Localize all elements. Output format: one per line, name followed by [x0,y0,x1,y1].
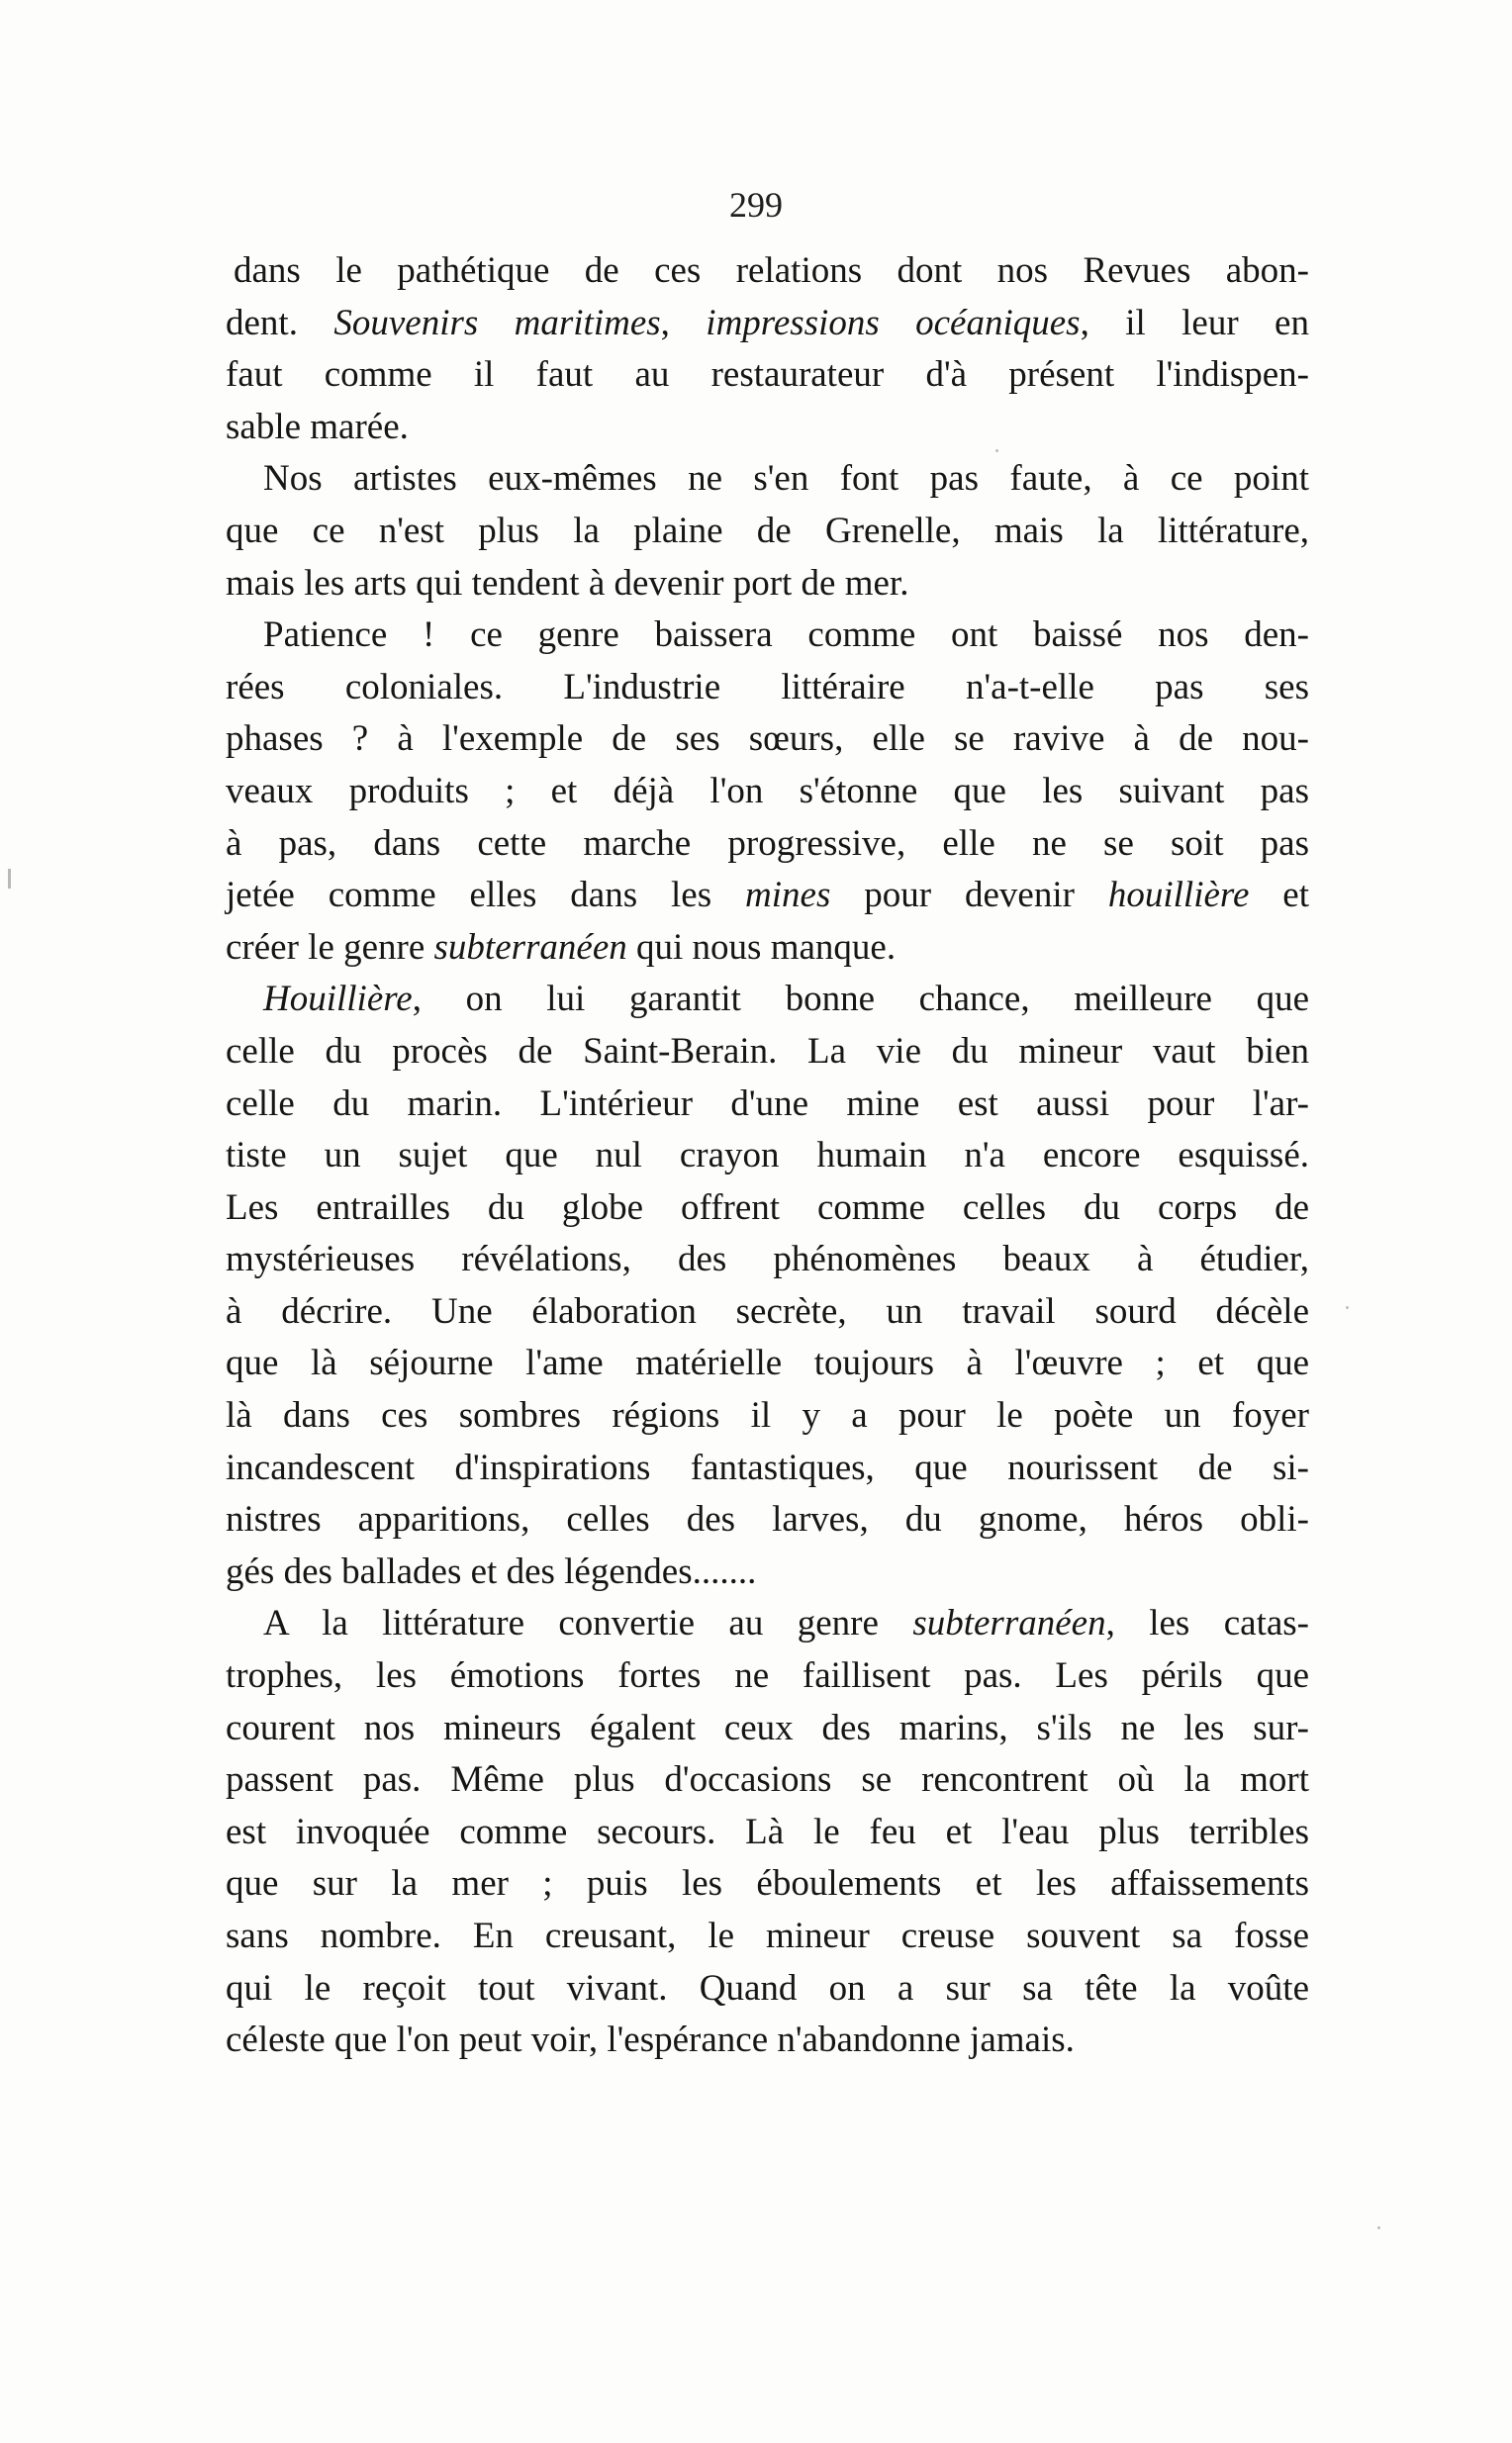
text-line [226,713,1309,766]
italic-text: subterranéen [912,1603,1106,1644]
text-line [226,1390,1309,1443]
text-segment: nistres apparitions, celles des larves, du gnome, héros obli- [226,1499,1309,1541]
text-line [226,1338,1309,1390]
text-line [226,1026,1309,1079]
text-segment: Nos artistes eux-mêmes ne s'en font pas faute, à ce point [263,458,1309,500]
text-line [226,1807,1309,1859]
text-segment: dans le pathétique de ces relations dont nos Revues abon- [234,250,1309,291]
text-segment: sable marée. [226,406,409,447]
text-line [226,298,1309,350]
text-segment: que ce n'est plus la plaine de Grenelle, mais la littérature, [226,510,1309,551]
text-line [226,870,1309,922]
text-line [226,1754,1309,1807]
text-line [226,1443,1309,1495]
text-line [226,1234,1309,1286]
page-number: 299 [729,185,783,225]
text-segment: celle du marin. L'intérieur d'une mine est aussi pour l'ar- [226,1082,1309,1124]
text-segment: qui nous manque. [626,926,897,968]
text-line [226,1703,1309,1755]
text-line [226,818,1309,871]
text-segment: céleste que l'on peut voir, l'espérance n'abandonne jamais. [226,2020,1075,2061]
text-segment: A la littérature convertie au genre [263,1603,913,1644]
text-segment: que là séjourne l'ame matérielle toujours à l'œuvre ; et que [226,1343,1309,1384]
italic-text: subterranéen [433,926,627,968]
text-line [226,1598,1309,1650]
text-segment: à pas, dans cette marche progressive, elle ne se soit pas [226,822,1309,864]
text-segment: créer le genre [226,926,434,968]
text-segment: celle du procès de Saint-Berain. La vie du mineur vaut bien [226,1030,1309,1072]
paper-speck [1346,1306,1349,1309]
text-segment: pour devenir [830,875,1108,916]
text-line [226,662,1309,714]
text-line [226,1547,1309,1599]
text-line [226,453,1309,506]
text-line [226,1858,1309,1911]
italic-text: mines [745,875,831,916]
text-segment: à décrire. Une élaboration secrète, un travail sourd décèle [226,1290,1309,1332]
italic-text: houillière [1107,875,1250,916]
text-segment: incandescent d'inspirations fantastiques, que nourissent de si- [226,1447,1309,1488]
italic-text: impressions océaniques [706,302,1081,343]
text-segment: et [1249,875,1309,916]
text-line [226,610,1309,662]
text-segment: mystérieuses révélations, des phénomènes beaux à étudier, [226,1239,1309,1280]
text-line [226,349,1309,402]
text-segment: Patience ! ce genre baissera comme ont baissé nos den- [263,614,1309,656]
text-segment: veaux produits ; et déjà l'on s'étonne que les suivant pas [226,770,1309,811]
text-line [226,245,1309,298]
text-segment: phases ? à l'exemple de ses sœurs, elle se ravive à de nou- [226,718,1309,760]
text-segment: gés des ballades et des légendes....... [226,1550,757,1592]
paper-speck [995,449,998,452]
italic-text: Souvenirs maritimes [333,302,661,343]
text-segment: rées coloniales. L'industrie littéraire n'a-t-elle pas ses [226,666,1309,707]
text-segment: passent pas. Même plus d'occasions se rencontrent où la mort [226,1759,1309,1801]
text-segment: mais les arts qui tendent à devenir port de mer. [226,562,909,604]
text-segment: jetée comme elles dans les [226,875,746,916]
text-segment: là dans ces sombres régions il y a pour le poète un foyer [226,1395,1309,1437]
italic-text: Houillière [263,979,413,1020]
text-line [226,1911,1309,1963]
text-segment: est invoquée comme secours. Là le feu et l'eau plus terribles [226,1811,1309,1852]
page-text [226,245,1309,2067]
text-segment: , les catas- [1105,1603,1309,1644]
text-line [226,558,1309,611]
text-segment: trophes, les émotions fortes ne faillisent pas. Les périls que [226,1655,1309,1697]
text-segment: tiste un sujet que nul crayon humain n'a encore esquissé. [226,1135,1309,1176]
text-line [226,2015,1309,2067]
text-segment: dent. [226,302,334,343]
text-line [226,974,1309,1026]
text-line [226,506,1309,558]
text-segment: , il leur en [1080,302,1309,343]
text-segment: , on lui garantit bonne chance, meilleure que [412,979,1309,1020]
paper-speck [1377,2226,1380,2229]
text-segment: faut comme il faut au restaurateur d'à présent l'indispen- [226,354,1309,396]
text-line [226,1079,1309,1131]
text-line [226,1130,1309,1182]
text-segment: , [660,302,707,343]
text-segment: sans nombre. En creusant, le mineur creuse souvent sa fosse [226,1916,1309,1956]
text-line [226,1650,1309,1703]
text-segment: qui le reçoit tout vivant. Quand on a sur sa tête la voûte [226,1967,1309,2009]
text-line [226,1963,1309,2016]
text-segment: courent nos mineurs égalent ceux des marins, s'ils ne les sur- [226,1707,1309,1748]
text-line [226,1494,1309,1547]
text-line [226,766,1309,818]
text-line [226,1182,1309,1235]
text-line [226,1286,1309,1339]
margin-mark [8,869,11,889]
text-line [226,402,1309,454]
text-segment: que sur la mer ; puis les éboulements et les affaissements [226,1863,1309,1905]
text-segment: Les entrailles du globe offrent comme celles du corps de [226,1186,1309,1228]
text-line [226,922,1309,975]
